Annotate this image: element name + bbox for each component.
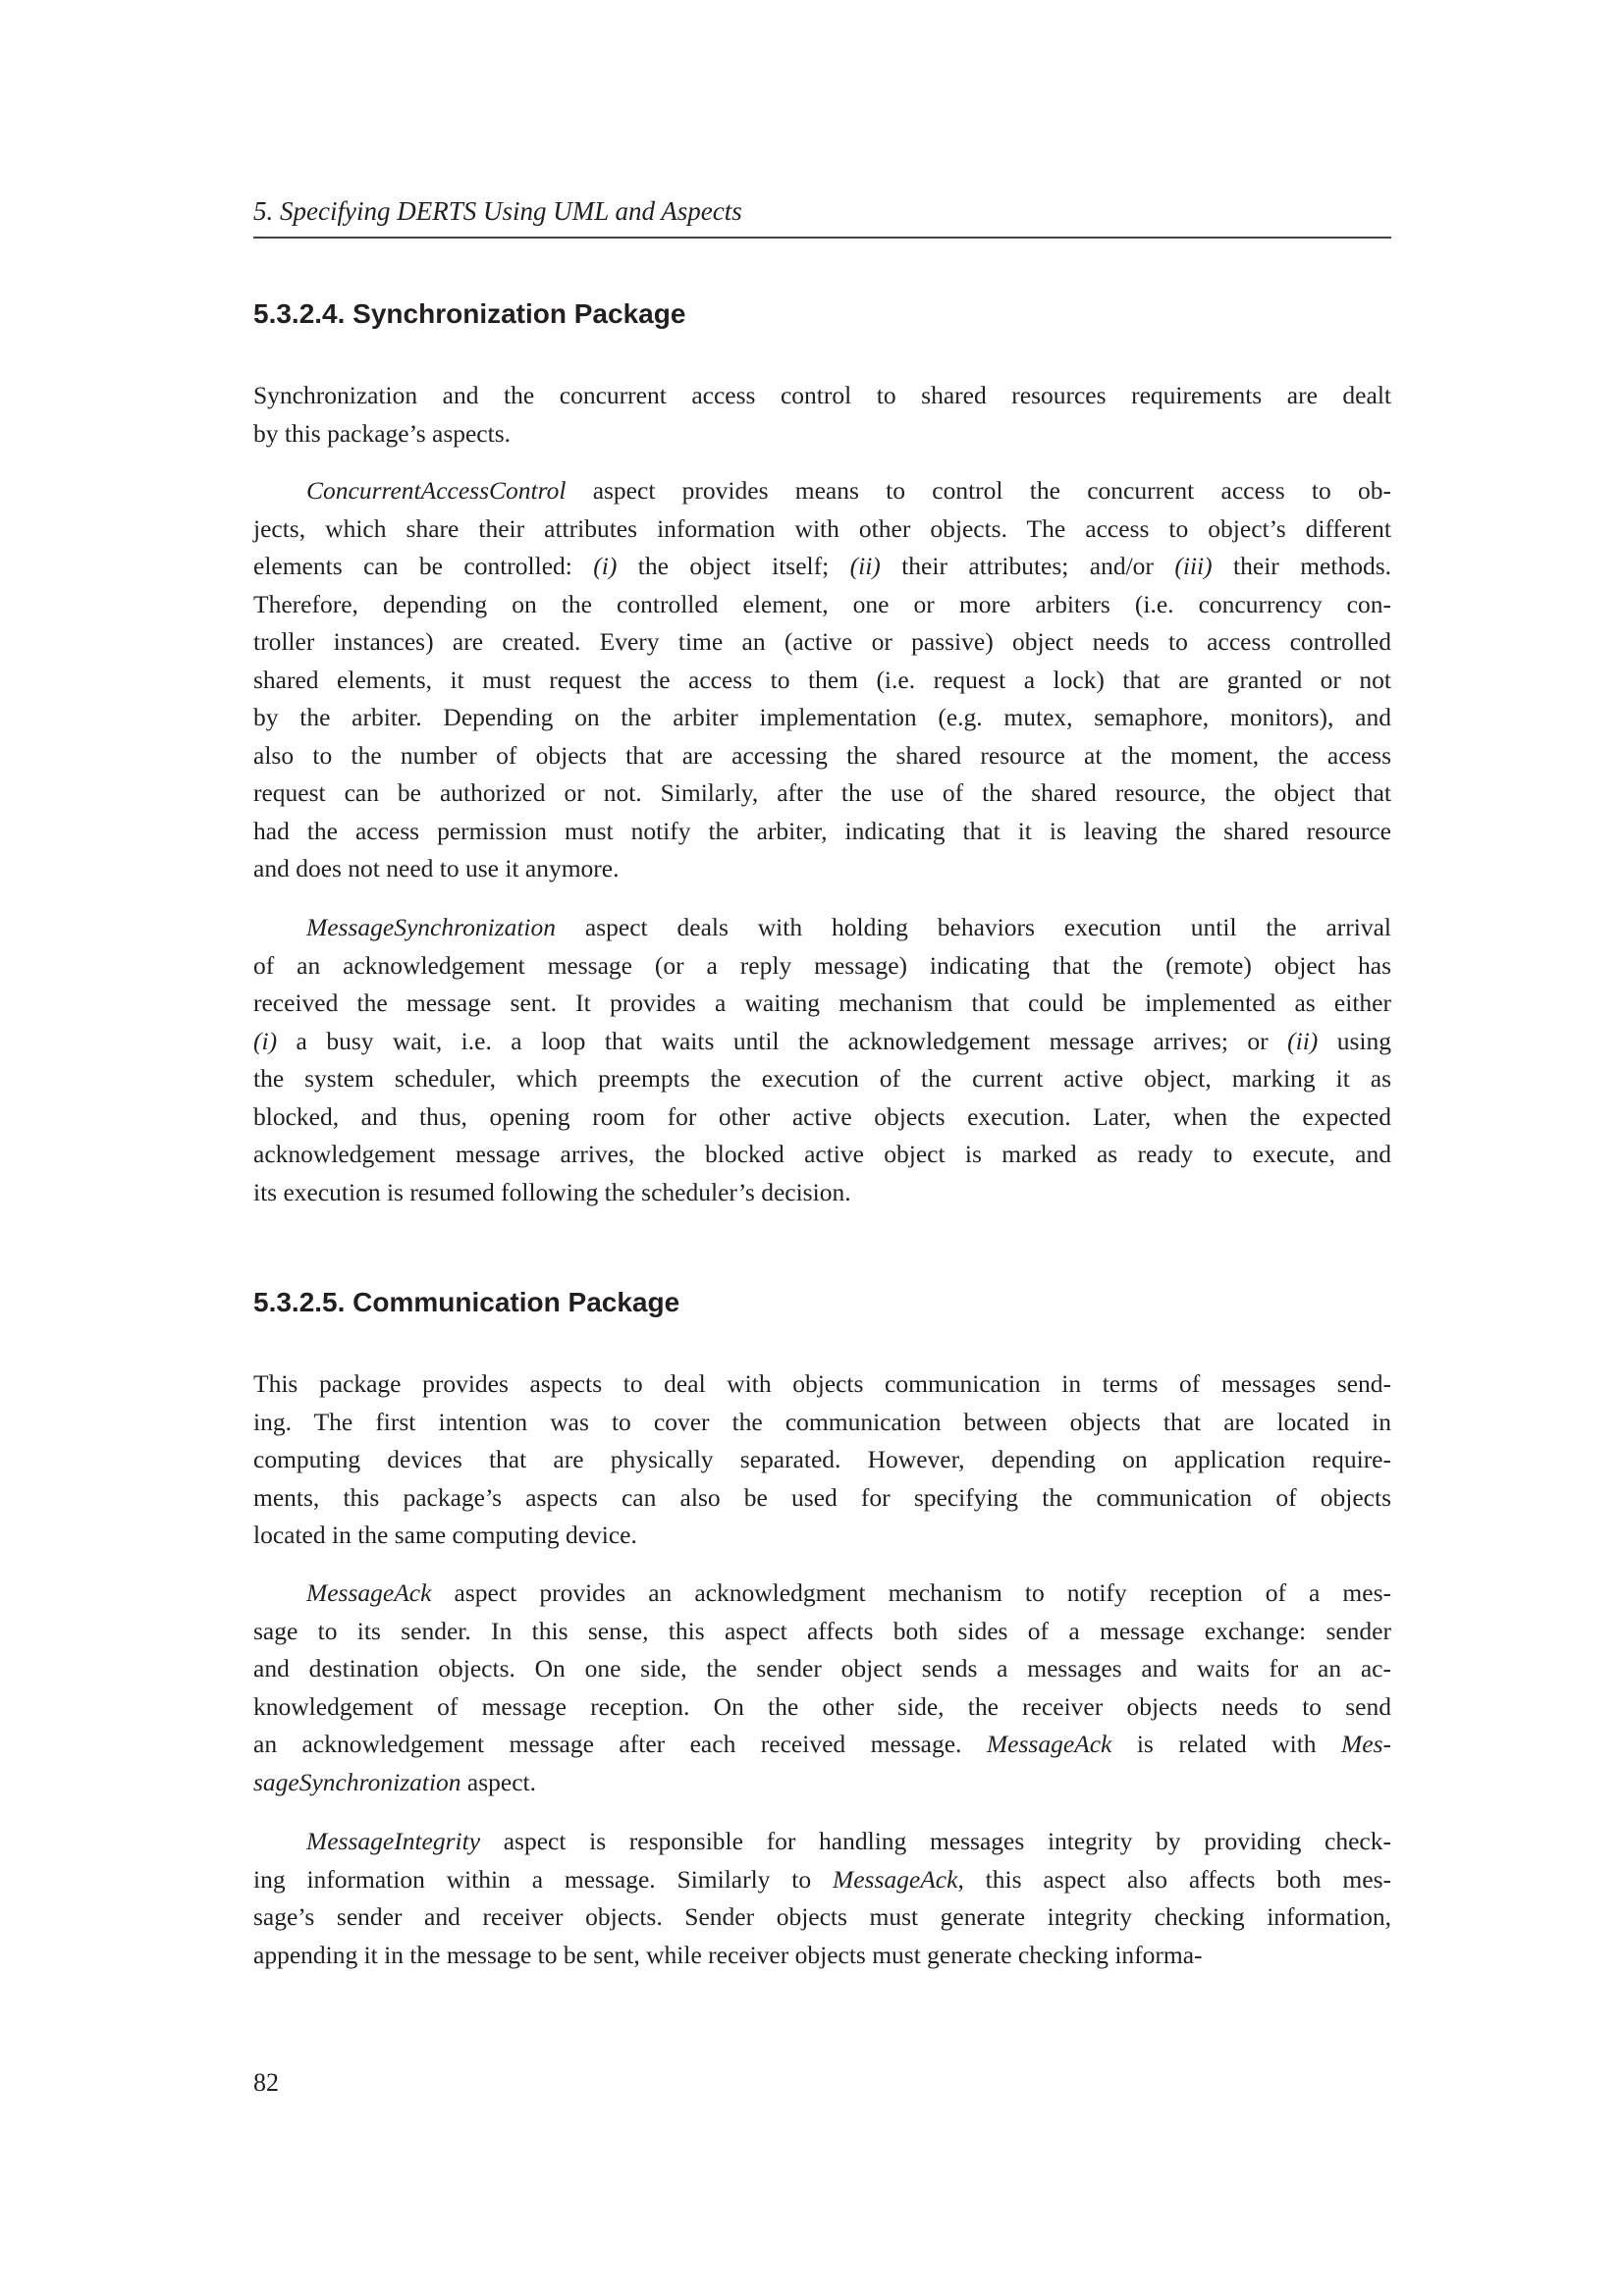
text-line bbox=[253, 1726, 1391, 1764]
paragraph bbox=[253, 472, 1391, 888]
text-line bbox=[253, 1365, 1391, 1404]
text-run: acknowledgement message arrives, the blocked active object is marked as ready to execute, and bbox=[253, 1140, 1391, 1168]
paragraph bbox=[253, 377, 1391, 453]
text-run: the object itself; bbox=[617, 552, 850, 580]
paragraph bbox=[253, 1823, 1391, 1974]
text-run: by this package’s aspects. bbox=[253, 418, 512, 448]
text-run: jects, which share their attributes information with other objects. The access to object’s different bbox=[253, 513, 1391, 543]
text-run: their methods. bbox=[1212, 552, 1391, 580]
text-line bbox=[253, 1823, 1391, 1861]
text-line bbox=[253, 1174, 1391, 1212]
text-run: This package provides aspects to deal with objects communication in terms of messages send- bbox=[253, 1369, 1391, 1398]
text-line bbox=[253, 909, 1391, 947]
text-line bbox=[253, 377, 1391, 415]
running-header: 5. Specifying DERTS Using UML and Aspects bbox=[253, 196, 742, 226]
emphasized-term: (i) bbox=[593, 552, 618, 580]
text-line bbox=[253, 1688, 1391, 1727]
page-number: 82 bbox=[253, 2068, 279, 2097]
emphasized-term: (ii) bbox=[1287, 1026, 1319, 1055]
text-run: the system scheduler, which preempts the execution of the current active object, marking it as bbox=[253, 1064, 1391, 1093]
text-run: aspect is responsible for handling messages integrity by providing check- bbox=[480, 1827, 1391, 1855]
header-rule bbox=[253, 237, 1391, 239]
text-run: also to the number of objects that are accessing the shared resource at the moment, the access bbox=[253, 740, 1391, 770]
emphasized-term: MessageSynchronization bbox=[306, 913, 557, 941]
text-line bbox=[253, 1098, 1391, 1137]
text-line bbox=[253, 472, 1391, 510]
emphasized-term: (ii) bbox=[849, 552, 881, 580]
section-heading-communication: 5.3.2.5. Communication Package bbox=[253, 1287, 680, 1317]
emphasized-term: MessageAck bbox=[832, 1864, 958, 1894]
text-run: request can be authorized or not. Similarly, after the use of the shared resource, the object that bbox=[253, 778, 1391, 807]
text-line bbox=[253, 1764, 1391, 1802]
emphasized-term: MessageAck bbox=[986, 1730, 1112, 1758]
text-run: aspect provides an acknowledgment mechanism to notify reception of a mes- bbox=[431, 1578, 1391, 1607]
text-run: , this aspect also affects both mes- bbox=[957, 1864, 1391, 1894]
text-line bbox=[253, 1060, 1391, 1098]
text-run: aspect. bbox=[460, 1767, 537, 1796]
text-run: aspect provides means to control the concurrent access to ob- bbox=[566, 476, 1391, 505]
text-line bbox=[253, 850, 1391, 888]
text-run: sage’s sender and receiver objects. Sender objects must generate integrity checking information, bbox=[253, 1902, 1391, 1931]
text-run: aspect deals with holding behaviors execution until the arrival bbox=[556, 913, 1391, 941]
text-run: ments, this package’s aspects can also be used for specifying the communication of objects bbox=[253, 1482, 1391, 1512]
emphasized-term: MessageAck bbox=[306, 1578, 432, 1607]
paragraph bbox=[253, 1365, 1391, 1555]
text-run: appending it in the message to be sent, while receiver objects must generate checking informa- bbox=[253, 1940, 1203, 1969]
emphasized-term: ConcurrentAccessControl bbox=[306, 476, 567, 505]
text-run: had the access permission must notify the arbiter, indicating that it is leaving the shared resource bbox=[253, 816, 1391, 845]
text-run: computing devices that are physically separated. However, depending on application require- bbox=[253, 1445, 1391, 1473]
emphasized-term: MessageIntegrity bbox=[306, 1827, 481, 1855]
text-run: and destination objects. On one side, the sender object sends a messages and waits for an ac- bbox=[253, 1654, 1391, 1682]
text-line bbox=[253, 699, 1391, 737]
text-run: located in the same computing device. bbox=[253, 1521, 637, 1549]
text-line bbox=[253, 1861, 1391, 1899]
text-line bbox=[253, 737, 1391, 775]
paragraph bbox=[253, 1575, 1391, 1801]
text-run: Synchronization and the concurrent access control to shared resources requirements are dealt bbox=[253, 381, 1391, 409]
text-line bbox=[253, 548, 1391, 586]
text-run: of an acknowledgement message (or a reply message) indicating that the (remote) object has bbox=[253, 950, 1391, 980]
text-line bbox=[253, 623, 1391, 662]
text-line bbox=[253, 1441, 1391, 1479]
text-line bbox=[253, 1517, 1391, 1555]
emphasized-term: (iii) bbox=[1174, 552, 1213, 580]
text-run: ing information within a message. Similarly to bbox=[253, 1864, 833, 1894]
text-run: knowledgement of message reception. On the other side, the receiver objects needs to send bbox=[253, 1691, 1391, 1721]
text-run: Therefore, depending on the controlled element, one or more arbiters (i.e. concurrency con- bbox=[253, 589, 1391, 618]
text-run: ing. The first intention was to cover the communication between objects that are located in bbox=[253, 1407, 1391, 1436]
text-run: blocked, and thus, opening room for other active objects execution. Later, when the expected bbox=[253, 1101, 1391, 1131]
text-line bbox=[253, 774, 1391, 813]
text-run: received the message sent. It provides a waiting mechanism that could be implemented as either bbox=[253, 988, 1391, 1017]
text-line bbox=[253, 1479, 1391, 1518]
section-heading-synchronization: 5.3.2.4. Synchronization Package bbox=[253, 298, 686, 329]
text-line bbox=[253, 1575, 1391, 1613]
text-line bbox=[253, 510, 1391, 549]
text-run: a busy wait, i.e. a loop that waits until the acknowledgement message arrives; or bbox=[277, 1026, 1288, 1055]
text-run: their attributes; and/or bbox=[880, 552, 1175, 580]
text-line bbox=[253, 1898, 1391, 1937]
text-run: sage to its sender. In this sense, this aspect affects both sides of a message exchange: sender bbox=[253, 1616, 1391, 1645]
text-line bbox=[253, 947, 1391, 986]
text-run: by the arbiter. Depending on the arbiter implementation (e.g. mutex, semaphore, monitors), and bbox=[253, 703, 1391, 731]
text-line bbox=[253, 586, 1391, 624]
text-run: elements can be controlled: bbox=[253, 552, 594, 580]
text-run: using bbox=[1318, 1026, 1391, 1055]
text-line bbox=[253, 1650, 1391, 1688]
text-run: troller instances) are created. Every time an (active or passive) object needs to access controlled bbox=[253, 627, 1391, 656]
text-line bbox=[253, 662, 1391, 700]
text-run: an acknowledgement message after each received message. bbox=[253, 1730, 987, 1758]
emphasized-term: (i) bbox=[253, 1026, 278, 1055]
text-run: shared elements, it must request the access to them (i.e. request a lock) that are granted or not bbox=[253, 665, 1391, 694]
text-line bbox=[253, 985, 1391, 1023]
text-line bbox=[253, 1404, 1391, 1442]
emphasized-term: Mes- bbox=[1341, 1730, 1392, 1758]
text-line bbox=[253, 1613, 1391, 1651]
text-line bbox=[253, 1937, 1391, 1975]
paragraph bbox=[253, 909, 1391, 1211]
text-line bbox=[253, 415, 1391, 454]
text-line bbox=[253, 1136, 1391, 1174]
text-line bbox=[253, 813, 1391, 851]
text-run: is related with bbox=[1111, 1730, 1342, 1758]
text-run: and does not need to use it anymore. bbox=[253, 854, 620, 882]
emphasized-term: sageSynchronization bbox=[253, 1767, 461, 1796]
text-run: its execution is resumed following the scheduler’s decision. bbox=[253, 1177, 851, 1206]
text-line bbox=[253, 1023, 1391, 1061]
